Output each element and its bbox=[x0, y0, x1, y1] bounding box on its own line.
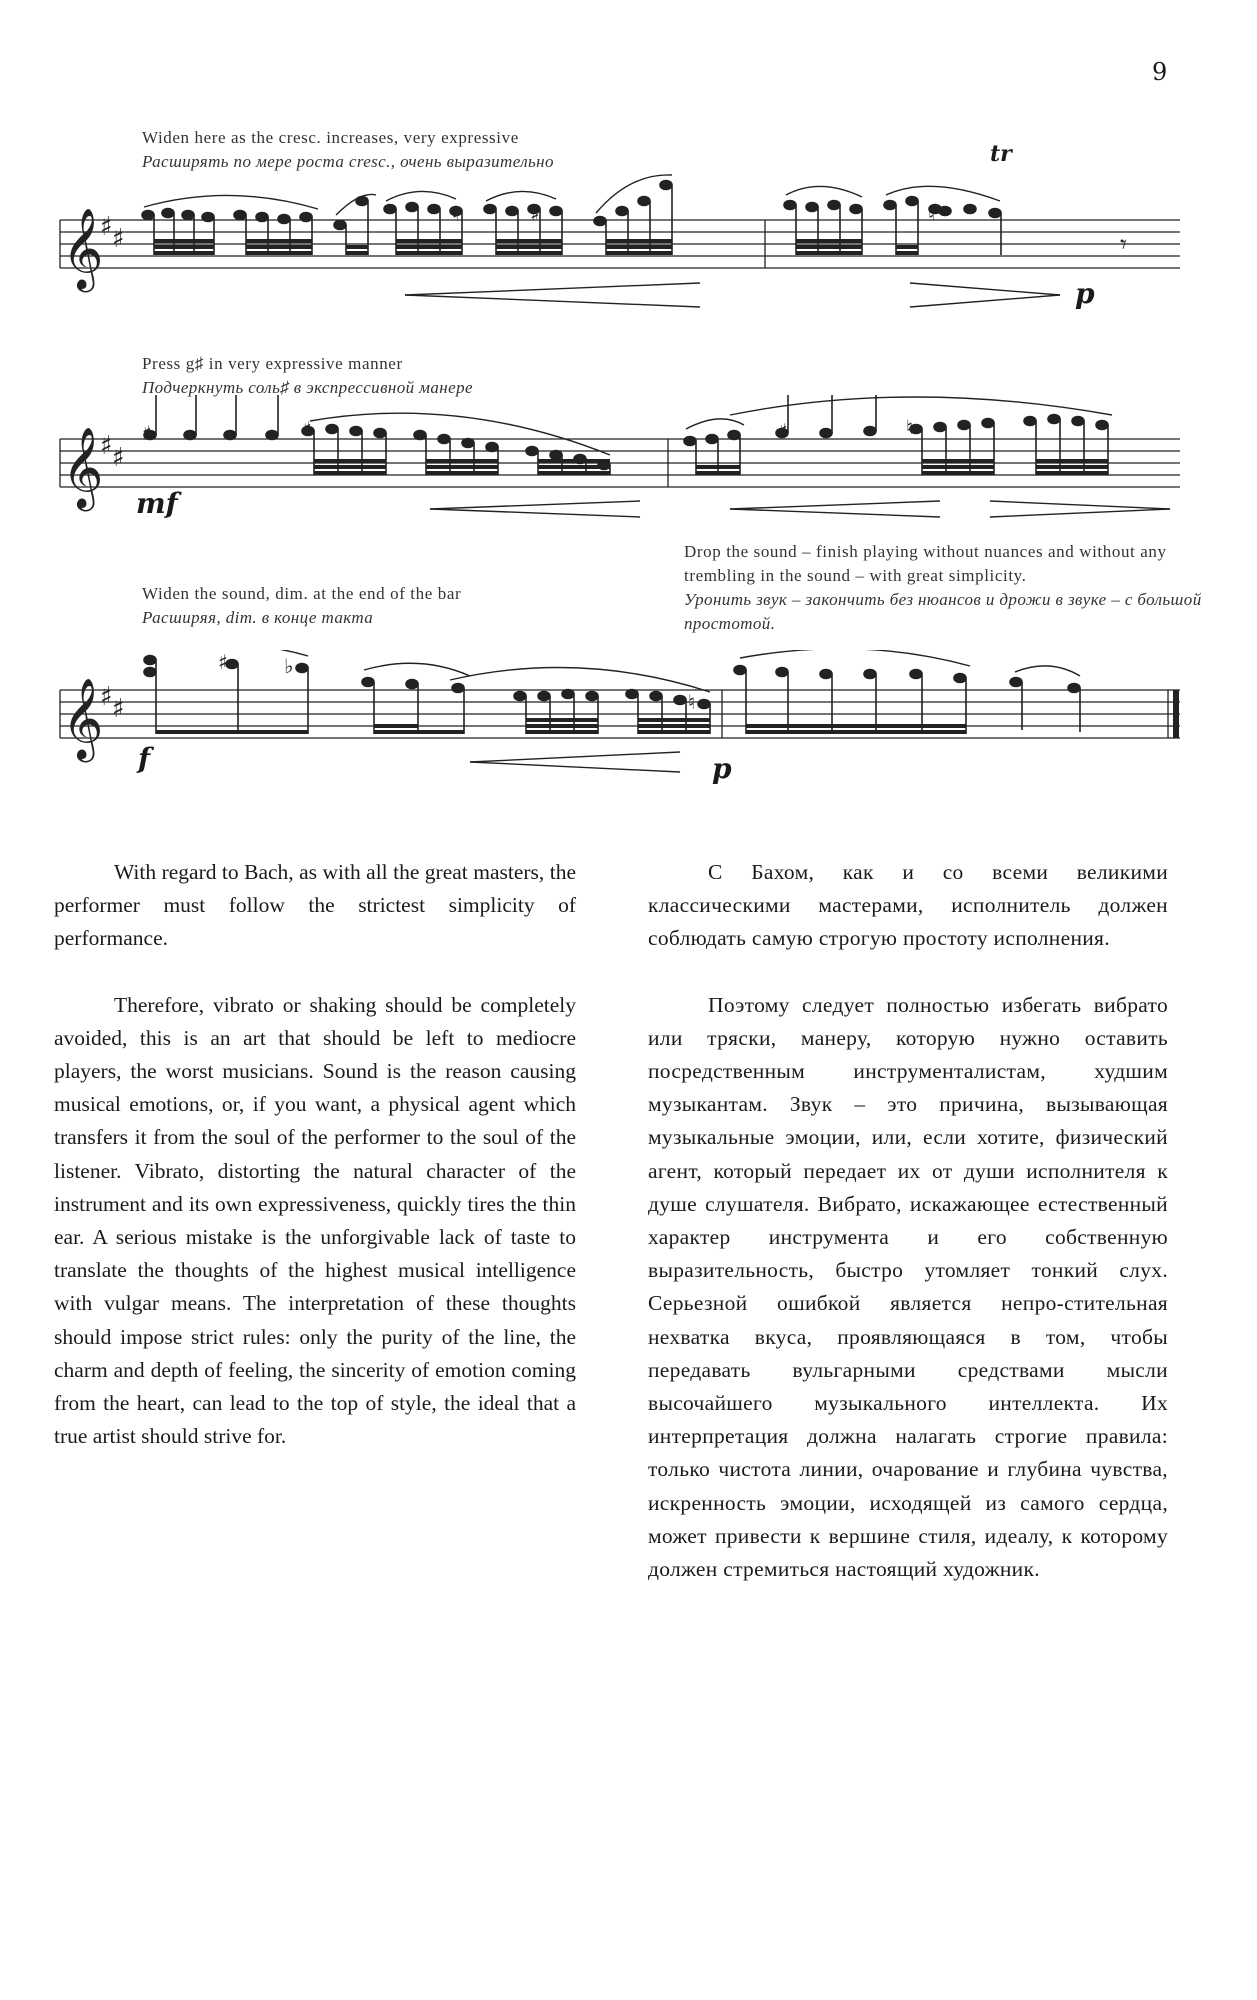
svg-text:𝄾: 𝄾 bbox=[1120, 230, 1127, 260]
svg-text:♯: ♯ bbox=[302, 417, 312, 441]
svg-text:♯: ♯ bbox=[112, 694, 125, 724]
annotation-en: Drop the sound – finish playing without nuances and without any trembling in the sound – with great simplicity. bbox=[684, 542, 1167, 585]
svg-text:♯: ♯ bbox=[100, 431, 113, 461]
music-staff-2 bbox=[40, 395, 1180, 555]
annotation-drop-sound bbox=[684, 540, 1204, 636]
svg-text:♯: ♯ bbox=[218, 650, 228, 674]
treble-clef-icon: 𝄞 bbox=[62, 426, 104, 508]
annotation-ru: Расширять по мере роста cresc., очень выразительно bbox=[142, 152, 554, 171]
trill-mark: tr bbox=[990, 141, 1012, 167]
svg-text:♯: ♯ bbox=[112, 224, 125, 254]
svg-text:♭: ♭ bbox=[284, 654, 294, 678]
annotation-en: Widen here as the cresc. increases, very expressive bbox=[142, 128, 519, 147]
annotation-ru: Уронить звук – закончить без нюансов и дрожи в звуке – с большой простотой. bbox=[684, 590, 1202, 633]
staff-system-3 bbox=[40, 650, 1180, 800]
svg-text:♯: ♯ bbox=[100, 682, 113, 712]
treble-clef-icon: 𝄞 bbox=[62, 677, 104, 759]
treble-clef-icon: 𝄞 bbox=[62, 207, 104, 289]
dynamic-mezzoforte: mf bbox=[136, 487, 178, 520]
svg-text:♯: ♯ bbox=[100, 212, 113, 242]
music-staff-1 bbox=[40, 165, 1180, 325]
paragraph: Therefore, vibrato or shaking should be completely avoided, this is an art that should be left to mediocre players, the worst musicians. Sound is the reason causing musical emotions, or, if you want, a physical agent which transfers it from the soul of the performer to the soul of the listener. Vibrato, distorting the natural character of the instrument and its own expressiveness, quickly tires the thin ear. A serious mistake is the unforgivable lack of taste to translate the thoughts of the highest musical intelligence with vulgar means. The interpretation of these thoughts should impose strict rules: only the purity of the line, the charm and depth of feeling, the sincerity of emotion coming from the heart, can lead to the top of style, the ideal that a true artist should strive for. bbox=[54, 992, 576, 1449]
annotation-ru: Расширяя, dim. в конце такта bbox=[142, 608, 374, 627]
annotation-press-gsharp bbox=[142, 352, 473, 400]
dynamic-piano: p bbox=[1075, 277, 1095, 310]
dynamic-piano: p bbox=[712, 752, 732, 785]
music-staff-3 bbox=[40, 650, 1180, 800]
paragraph: Поэтому следует полностью избегать вибрато или тряски, манеру, которую нужно оставить посредственным инструменталистам, худшим музыкантам. Звук – это причина, вызывающая музыкальные эмоции, или, если хотите, физический агент, который передает их от души исполнителя к душе слушателя. Вибрато, искажающее естественный характер инструмента и его собственную выразительность, быстро утомляет тонкий слух. Серьезной ошибкой является непро-стительная нехватка вкуса, проявляющаяся в том, чтобы передавать вульгарными средствами мысли высочайшего музыкального интеллекта. Их интерпретация должна налагать строгие правила: только чистота линии, очарование и глубина чувства, искренность эмоции, исходящей из самого сердца, может привести к вершине стиля, идеалу, к которому должен стремиться настоящий художник. bbox=[648, 992, 1168, 1582]
svg-text:♯: ♯ bbox=[778, 419, 788, 443]
text-column-english bbox=[54, 856, 576, 1486]
annotation-en: Widen the sound, dim. at the end of the bar bbox=[142, 584, 462, 603]
svg-text:♮: ♮ bbox=[906, 415, 914, 439]
page-number: 9 bbox=[1152, 58, 1168, 86]
dynamic-forte: f bbox=[138, 742, 151, 775]
svg-text:♮: ♮ bbox=[452, 202, 460, 226]
svg-text:♮: ♮ bbox=[928, 202, 936, 226]
svg-text:♮: ♮ bbox=[688, 690, 696, 714]
annotation-en: Press g♯ in very expressive manner bbox=[142, 354, 403, 373]
text-column-russian bbox=[648, 856, 1168, 1619]
svg-text:♯: ♯ bbox=[112, 443, 125, 473]
paragraph: With regard to Bach, as with all the great masters, the performer must follow the strictest simplicity of performance. bbox=[54, 860, 576, 951]
staff-system-2 bbox=[40, 395, 1180, 555]
svg-text:♯: ♯ bbox=[142, 421, 152, 445]
svg-text:♯: ♯ bbox=[530, 202, 540, 226]
paragraph: С Бахом, как и со всеми великими классическими мастерами, исполнитель должен соблюдать самую строгую простоту исполнения. bbox=[648, 860, 1168, 951]
annotation-ru: Подчеркнуть соль♯ в экспрессивной манере bbox=[142, 378, 473, 397]
annotation-widen-dim bbox=[142, 582, 461, 630]
